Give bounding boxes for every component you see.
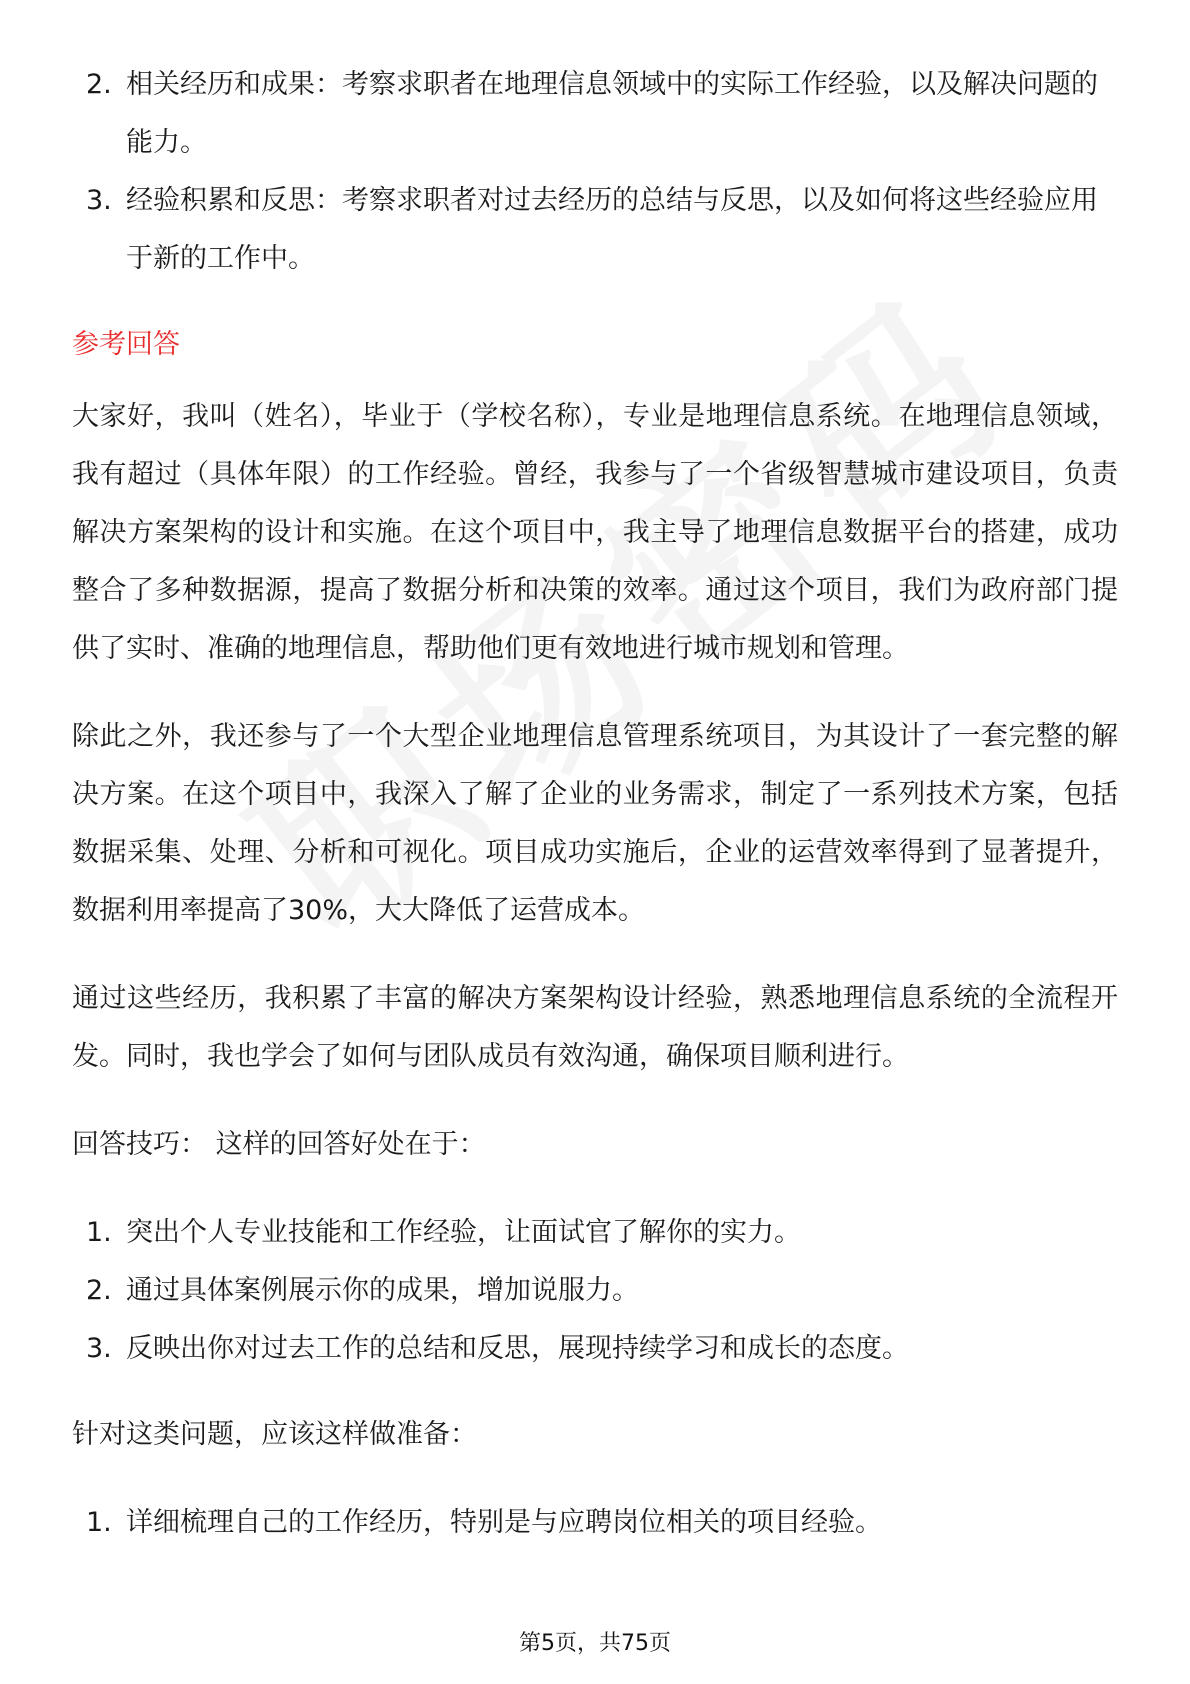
answer-paragraph: 除此之外，我还参与了一个大型企业地理信息管理系统项目，为其设计了一套完整的解决方案。在这个项目中，我深入了解了企业的业务需求，制定了一系列技术方案，包括数据采集、处理、分析和可视化。项目成功实施后，企业的运营效率得到了显著提升，数据利用率提高了30%，大大降低了运营成本。 [72, 721, 1118, 926]
tips-list [72, 1204, 1118, 1378]
tips-intro: 回答技巧： 这样的回答好处在于： [72, 1129, 486, 1160]
list-number: 3. [86, 185, 112, 216]
list-number: 1. [86, 1217, 112, 1248]
prep-list [72, 1494, 1118, 1552]
answer-paragraph: 大家好，我叫（姓名），毕业于（学校名称），专业是地理信息系统。在地理信息领域，我有超过（具体年限）的工作经验。曾经，我参与了一个省级智慧城市建设项目，负责解决方案架构的设计和实施。在这个项目中，我主导了地理信息数据平台的搭建，成功整合了多种数据源，提高了数据分析和决策的效率。通过这个项目，我们为政府部门提供了实时、准确的地理信息，帮助他们更有效地进行城市规划和管理。 [72, 401, 1118, 664]
list-number: 3. [86, 1333, 112, 1364]
list-item [72, 1262, 1118, 1320]
list-text: 详细梳理自己的工作经历，特别是与应聘岗位相关的项目经验。 [126, 1507, 882, 1538]
prep-intro: 针对这类问题，应该这样做准备： [72, 1419, 477, 1450]
list-item [72, 1494, 1118, 1552]
list-item [72, 172, 1118, 288]
list-number: 2. [86, 69, 112, 100]
list-text: 突出个人专业技能和工作经验，让面试官了解你的实力。 [126, 1217, 801, 1248]
list-item [72, 1204, 1118, 1262]
list-number: 1. [86, 1507, 112, 1538]
list-text: 通过具体案例展示你的成果，增加说服力。 [126, 1275, 639, 1306]
list-item [72, 1320, 1118, 1378]
section-title: 参考回答 [72, 329, 180, 360]
page-footer: 第5页，共75页 [519, 1631, 671, 1656]
list-item [72, 56, 1118, 172]
page-content [72, 56, 1118, 1552]
list-number: 2. [86, 1275, 112, 1306]
answer-paragraph: 通过这些经历，我积累了丰富的解决方案架构设计经验，熟悉地理信息系统的全流程开发。同时，我也学会了如何与团队成员有效沟通，确保项目顺利进行。 [72, 983, 1118, 1072]
list-text: 反映出你对过去工作的总结和反思，展现持续学习和成长的态度。 [126, 1333, 909, 1364]
list-text: 经验积累和反思：考察求职者对过去经历的总结与反思，以及如何将这些经验应用于新的工作中。 [126, 185, 1098, 274]
criteria-list [72, 56, 1118, 288]
list-text: 相关经历和成果：考察求职者在地理信息领域中的实际工作经验，以及解决问题的能力。 [126, 69, 1098, 158]
